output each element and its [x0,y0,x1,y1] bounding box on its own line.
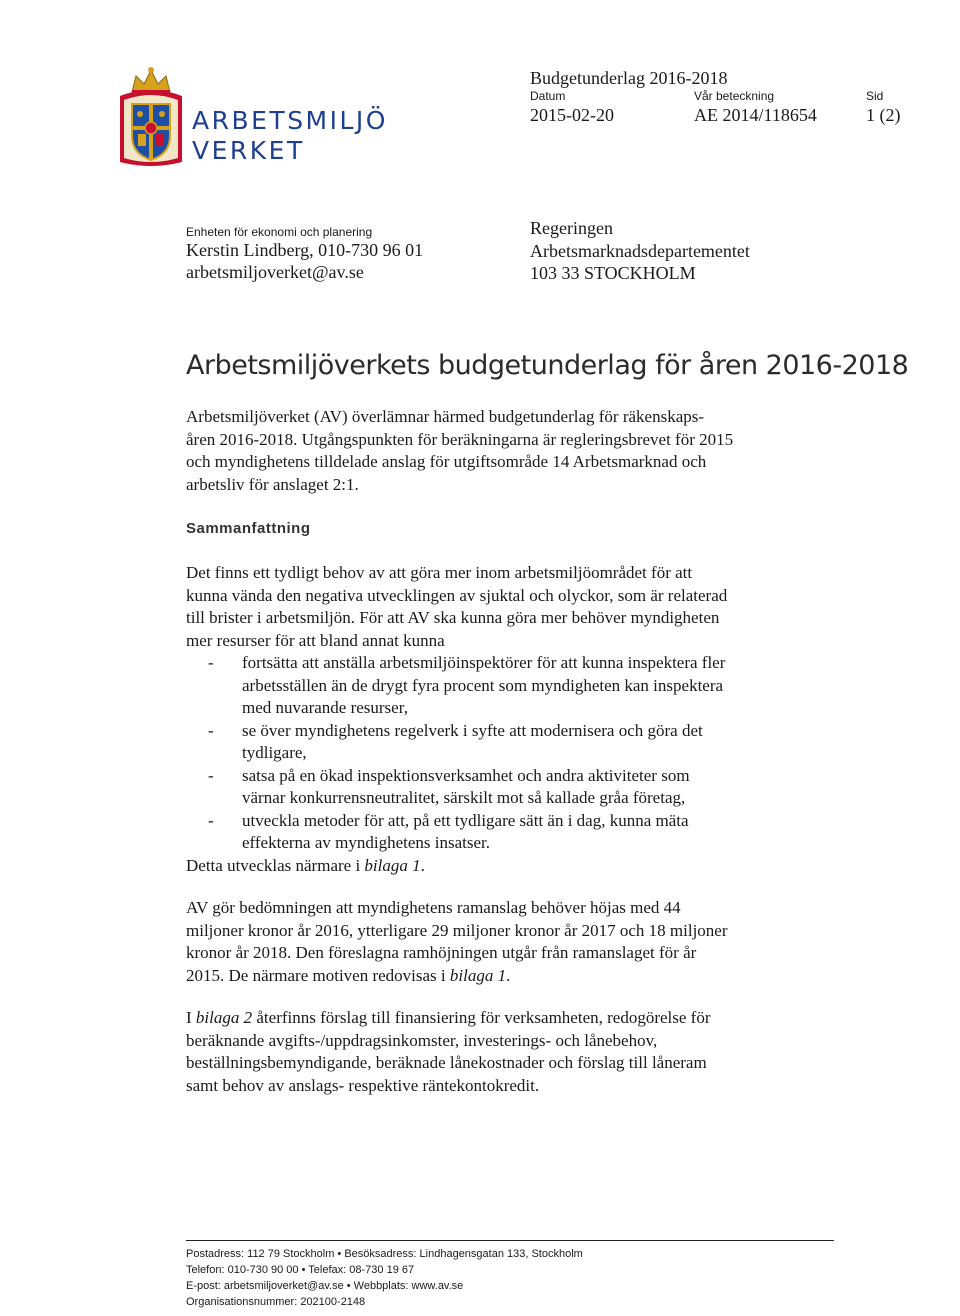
summary-line: Det finns ett tydligt behov av att göra mer inom arbetsmiljöområdet för att [186,563,693,582]
recipient-line2: Arbetsmarknadsdepartementet [530,241,750,261]
footer-divider [186,1240,834,1241]
paragraph-line: kronor år 2018. Den föreslagna ramhöjningen utgår från ramanslaget för år [186,943,697,962]
dash-marker: - [208,765,214,785]
summary-heading: Sammanfattning [186,520,311,537]
attachment-reference: bilaga 1 [364,855,421,875]
bullet-item [186,720,806,765]
summary-line: till brister i arbetsmiljön. För att AV ska kunna göra mer behöver myndigheten [186,608,720,627]
financing-paragraph [186,1007,806,1097]
paragraph-text: återfinns förslag till finansiering för verksamheten, redogörelse för [252,1008,711,1027]
paragraph-line: beställningsbemyndigande, beräknade lånekostnader och förslag till låneram [186,1053,707,1072]
agency-name-line2: VERKET [192,136,305,165]
reference-label: Vår beteckning [694,89,775,103]
bullet-line: tydligare, [242,743,307,762]
bullet-line: satsa på en ökad inspektionsverksamhet och andra aktiviteter som [242,765,690,785]
intro-line: och myndighetens tilldelade anslag för utgiftsområde 14 Arbetsmarknad och [186,452,707,471]
document-title: Arbetsmiljöverkets budgetunderlag för åren 2016-2018 [186,350,909,381]
footer-phone: Telefon: 010-730 90 00 • Telefax: 08-730 19 67 [186,1264,415,1276]
paragraph-line: miljoner kronor år 2016, ytterligare 29 miljoner kronor år 2017 och 18 miljoner [186,920,728,940]
reference-value: AE 2014/118654 [694,105,817,125]
bullet-line: med nuvarande resurser, [242,698,408,717]
dash-marker: - [208,720,214,740]
bullet-line: fortsätta att anställa arbetsmiljöinspektörer för att kunna inspektera fler [242,653,726,672]
bullet-line: utveckla metoder för att, på ett tydligare sätt än i dag, kunna mäta [242,810,689,830]
footer [186,1246,583,1310]
bullet-line: värnar konkurrensneutralitet, särskilt mot så kallade gråa företag, [242,788,686,807]
date-value: 2015-02-20 [530,105,614,125]
intro-line: Arbetsmiljöverket (AV) överlämnar härmed budgetunderlag för räkenskaps- [186,407,705,426]
paragraph-end: . [506,965,511,985]
summary-section [186,562,806,877]
sender-name: Kerstin Lindberg, 010-730 96 01 [186,240,424,260]
closing-text: Detta utvecklas närmare i [186,855,365,875]
intro-line: arbetsliv för anslaget 2:1. [186,474,359,494]
paragraph-line: beräknande avgifts-/uppdragsinkomster, investerings- och lånebehov, [186,1030,658,1050]
recipient-line3: 103 33 STOCKHOLM [530,263,696,283]
agency-name-line1: ARBETSMILJÖ [192,106,388,135]
bullet-item [186,765,806,810]
footer-postal-address: Postadress: 112 79 Stockholm • Besöksadress: Lindhagensgatan 133, Stockholm [186,1248,583,1260]
agency-name [192,106,388,166]
page-label: Sid [866,89,884,103]
summary-line: mer resurser för att bland annat kunna [186,630,445,650]
dash-marker: - [208,810,214,830]
paragraph-line: AV gör bedömningen att myndighetens ramanslag behöver höjas med 44 [186,898,681,917]
recipient-line1: Regeringen [530,218,613,238]
bullet-line: se över myndighetens regelverk i syfte att modernisera och göra det [242,720,703,740]
dash-marker: - [208,653,214,672]
paragraph-line: samt behov av anslags- respektive räntekontokredit. [186,1075,540,1095]
bullet-item [186,652,806,720]
intro-paragraph [186,406,806,496]
summary-closing [186,855,806,878]
coat-of-arms-logo [118,66,184,170]
budget-paragraph [186,897,806,987]
attachment-reference: bilaga 1 [449,965,507,985]
summary-line: kunna vända den negativa utvecklingen av sjuktal och olyckor, som är relaterad [186,585,728,605]
footer-email-web: E-post: arbetsmiljoverket@av.se • Webbplats: www.av.se [186,1280,464,1292]
bullet-item [186,810,806,855]
bullet-line: effekterna av myndighetens insatser. [242,833,490,852]
date-label: Datum [530,89,566,103]
sender-unit: Enheten för ekonomi och planering [186,225,373,239]
page-value: 1 (2) [866,105,901,125]
paragraph-line [186,1007,806,1030]
paragraph-line [186,965,806,988]
footer-org-number: Organisationsnummer: 202100-2148 [186,1296,366,1308]
paragraph-text: I [186,1008,196,1027]
attachment-reference: bilaga 2 [195,1008,253,1027]
closing-end: . [420,855,425,875]
bullet-line: arbetsställen än de drygt fyra procent som myndigheten kan inspektera [242,675,724,695]
intro-line: åren 2016-2018. Utgångspunkten för beräkningarna är regleringsbrevet för 2015 [186,429,734,449]
document-type: Budgetunderlag 2016-2018 [530,68,728,88]
paragraph-text: 2015. De närmare motiven redovisas i [186,965,450,985]
sender-email: arbetsmiljoverket@av.se [186,262,364,282]
